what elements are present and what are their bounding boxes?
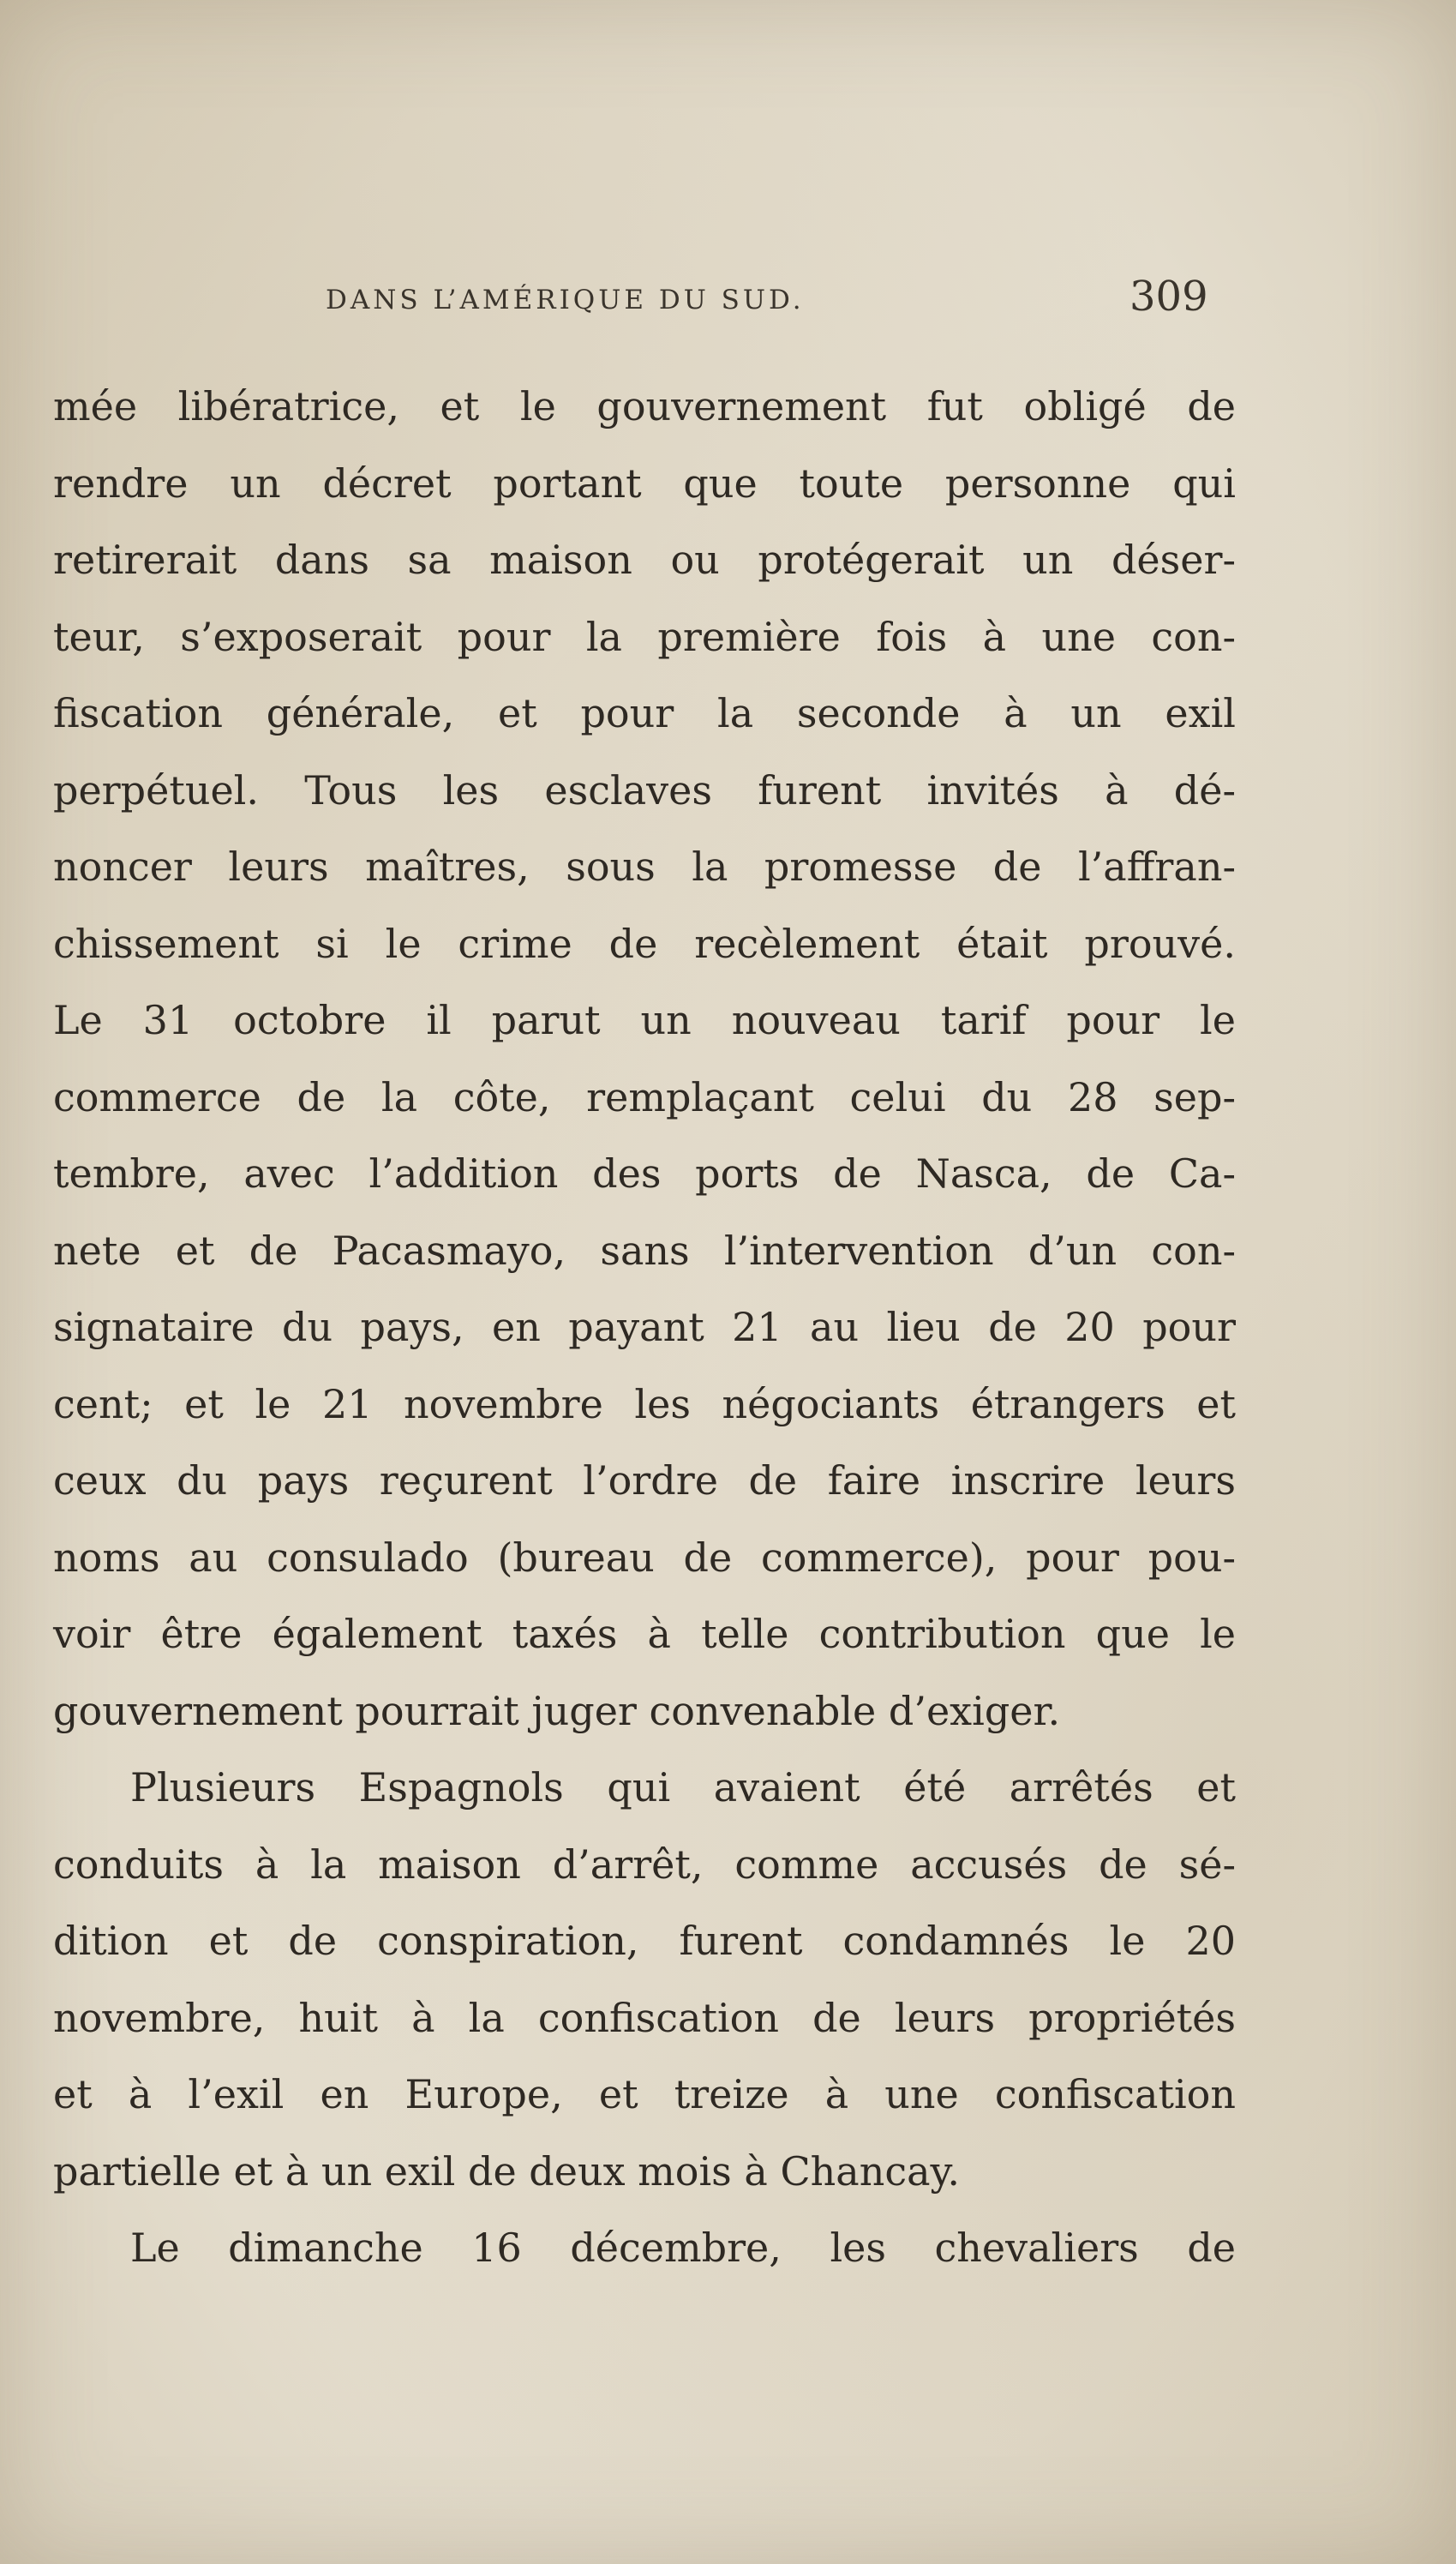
text-line: gouvernement pourrait juger convenable d’exiger. <box>53 1687 1061 1734</box>
text-line: mée libératrice, et le gouvernement fut obligé de <box>53 383 1236 429</box>
text-line: noncer leurs maîtres, sous la promesse de l’affran- <box>53 844 1236 890</box>
text-line: fiscation générale, et pour la seconde à un exil <box>53 690 1236 736</box>
text-line: et à l’exil en Europe, et treize à une confiscation <box>53 2071 1236 2117</box>
text-line: rendre un décret portant que toute personne qui <box>53 459 1236 507</box>
text-line: partielle et à un exil de deux mois à Chancay. <box>53 2147 961 2195</box>
text-line: Le dimanche 16 décembre, les chevaliers de <box>130 2225 1236 2271</box>
text-line: voir être également taxés à telle contribution que le <box>53 1611 1236 1657</box>
text-line: signataire du pays, en payant 21 au lieu de 20 pour <box>53 1304 1236 1350</box>
page-number: 309 <box>1129 273 1208 321</box>
text-line: commerce de la côte, remplaçant celui du 28 sep- <box>53 1073 1236 1120</box>
running-head: DANS L’AMÉRIQUE DU SUD. <box>326 285 805 315</box>
text-line: Le 31 octobre il parut un nouveau tarif pour le <box>53 997 1236 1043</box>
text-line: conduits à la maison d’arrêt, comme accusés de sé- <box>53 1840 1236 1888</box>
text-line: Plusieurs Espagnols qui avaient été arrêtés et <box>130 1764 1236 1810</box>
text-line: chissement si le crime de recèlement était prouvé. <box>53 920 1236 967</box>
text-line: teur, s’exposerait pour la première fois à une con- <box>53 613 1236 660</box>
text-line: nete et de Pacasmayo, sans l’intervention d’un con- <box>53 1227 1236 1274</box>
text-line: noms au consulado (bureau de commerce), pour pou- <box>53 1534 1236 1581</box>
text-line: retirerait dans sa maison ou protégerait un déser- <box>53 537 1236 583</box>
text-line: ceux du pays reçurent l’ordre de faire inscrire leurs <box>53 1457 1236 1504</box>
text-line: perpétuel. Tous les esclaves furent invités à dé- <box>53 766 1236 814</box>
text-line: cent; et le 21 novembre les négociants étrangers et <box>53 1380 1236 1427</box>
body-text <box>53 369 1236 2287</box>
text-line: dition et de conspiration, furent condamnés le 20 <box>53 1918 1236 1964</box>
text-line: tembre, avec l’addition des ports de Nasca, de Ca- <box>53 1150 1236 1197</box>
text-line: novembre, huit à la confiscation de leurs propriétés <box>53 1994 1236 2041</box>
